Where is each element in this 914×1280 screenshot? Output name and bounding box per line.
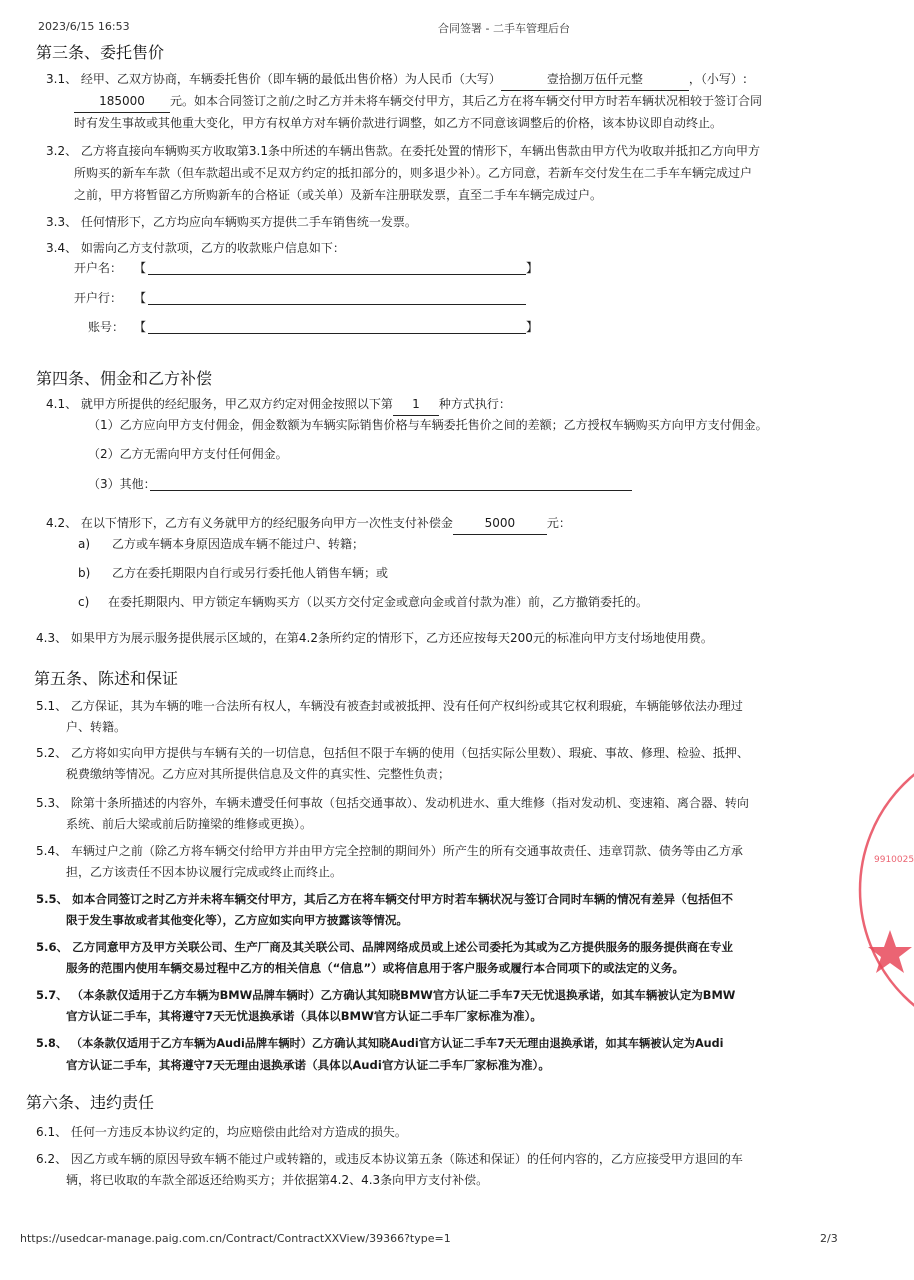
option-3: （3）其他：: [88, 477, 156, 491]
clause-3-1-text-b: ，（小写）:: [688, 72, 747, 86]
clause-3-2-line1: 3.2、 乙方将直接向车辆购买方收取第3.1条中所述的车辆出售款。在委托处置的情形下，车辆出售款由甲方代为收取并抵扣乙方向甲方: [46, 144, 760, 158]
bank-name-line: [148, 304, 526, 305]
seal-number: 9910025: [874, 855, 914, 865]
clause-5-7-line1: 5.7、 （本条款仅适用于乙方车辆为BMW品牌车辆时）乙方确认其知晓BMW官方认证二手车7天无忧退换承诺，如其车辆被认定为BMW: [36, 988, 736, 1002]
clause-6-1: 6.1、 任何一方违反本协议约定的，均应赔偿由此给对方造成的损失。: [36, 1125, 407, 1139]
clause-5-5-line1: 5.5、 如本合同签订之时乙方并未将车辆交付甲方，其后乙方在将车辆交付甲方时若车辆状况与签订合同时车辆的情况有差异（包括但不: [36, 892, 734, 906]
clause-3-1-text-a: 3.1、 经甲、乙双方协商，车辆委托售价（即车辆的最低出售价格）为人民币（大写）: [46, 72, 501, 86]
option-1: （1）乙方应向甲方支付佣金，佣金数额为车辆实际销售价格与车辆委托售价之间的差额；乙方授权车辆购买方向甲方支付佣金。: [88, 418, 768, 432]
clause-3-1: [46, 68, 747, 91]
clause-4-1-line1: [46, 393, 511, 416]
item-c: 在委托期限内、甲方锁定车辆购买方（以买方交付定金或意向金或首付款为准）前，乙方撤销委托的。: [108, 595, 649, 609]
clause-4-2-text-a: 4.2、 在以下情形下，乙方有义务就甲方的经纪服务向甲方一次性支付补偿金: [46, 516, 453, 530]
clause-5-1-line1: 5.1、 乙方保证，其为车辆的唯一合法所有权人，车辆没有被查封或被抵押、没有任何产权纠纷或其它权利瑕疵，车辆能够依法办理过: [36, 699, 743, 713]
clause-4-1-text-a: 4.1、 就甲方所提供的经纪服务，甲乙双方约定对佣金按照以下第: [46, 397, 393, 411]
clause-3-1-text-c: 元。如本合同签订之前/之时乙方并未将车辆交付甲方，其后乙方在将车辆交付甲方时若车辆状况相较于签订合同: [170, 94, 763, 108]
clause-3-4-line1: 3.4、 如需向乙方支付款项，乙方的收款账户信息如下：: [46, 241, 345, 255]
clause-4-3: 4.3、 如果甲方为展示服务提供展示区域的，在第4.2条所约定的情形下，乙方还应按每天200元的标准向甲方支付场地使用费。: [36, 631, 713, 645]
account-holder-label: 开户名：: [74, 261, 123, 275]
left-bracket: 【: [134, 320, 147, 334]
item-b: 乙方在委托期限内自行或另行委托他人销售车辆；或: [112, 566, 389, 580]
account-number-line: [148, 333, 526, 334]
account-holder-line: [148, 274, 526, 275]
clause-5-2-line1: 5.2、 乙方将如实向甲方提供与车辆有关的一切信息，包括但不限于车辆的使用（包括实际公里数）、瑕疵、事故、修理、检验、抵押、: [36, 746, 749, 760]
bank-name-label: 开户行：: [74, 291, 123, 305]
item-a: 乙方或车辆本身原因造成车辆不能过户、转籍；: [112, 537, 365, 551]
item-c-marker: c): [78, 595, 90, 609]
clause-5-3-line1: 5.3、 除第十条所描述的内容外，车辆未遭受任何事故（包括交通事故）、发动机进水、重大维修（指对发动机、变速箱、离合器、转向: [36, 796, 749, 810]
right-bracket: 】: [526, 320, 539, 334]
company-seal: [860, 715, 914, 1065]
page-header-title: 合同签署 - 二手车管理后台: [438, 22, 570, 35]
option-2: （2）乙方无需向甲方支付任何佣金。: [88, 447, 288, 461]
left-bracket: 【: [134, 291, 147, 305]
clause-5-4-line1: 5.4、 车辆过户之前（除乙方将车辆交付给甲方并由甲方完全控制的期间外）所产生的所有交通事故责任、违章罚款、债务等由乙方承: [36, 844, 743, 858]
clause-5-7-line2: 官方认证二手车，其将遵守7天无忧退换承诺（具体以BMW官方认证二手车厂家标准为准）。: [66, 1009, 542, 1023]
price-in-words: 壹拾捌万伍仟元整: [501, 68, 689, 91]
clause-5-8-line2: 官方认证二手车，其将遵守7天无理由退换承诺（具体以Audi官方认证二手车厂家标准为准）。: [66, 1058, 550, 1072]
section-5-title: 第五条、陈述和保证: [34, 669, 179, 688]
price-in-figures: 185000: [74, 90, 170, 113]
item-b-marker: b): [78, 566, 91, 580]
section-4-title: 第四条、佣金和乙方补偿: [36, 369, 213, 388]
clause-6-2-line2: 辆，将已收取的车款全部返还给购买方；并依据第4.2、4.3条向甲方支付补偿。: [66, 1173, 489, 1187]
print-datetime: 2023/6/15 16:53: [38, 20, 130, 33]
page-url: https://usedcar-manage.paig.com.cn/Contract/ContractXXView/39366?type=1: [20, 1232, 451, 1245]
clause-4-1-text-b: 种方式执行：: [438, 397, 511, 411]
clause-3-1-line2: [74, 90, 762, 113]
option-3-line: [150, 490, 632, 491]
section-6-title: 第六条、违约责任: [26, 1093, 155, 1112]
compensation-amount: 5000: [453, 512, 547, 535]
clause-3-1-line3: 时有发生事故或其他重大变化，甲方有权单方对车辆价款进行调整，如乙方不同意该调整后的价格，该本协议即自动终止。: [74, 116, 723, 130]
clause-5-6-line1: 5.6、 乙方同意甲方及甲方关联公司、生产厂商及其关联公司、品牌网络成员或上述公司委托为其或为乙方提供服务的服务提供商在专业: [36, 940, 734, 954]
clause-5-6-line2: 服务的范围内使用车辆交易过程中乙方的相关信息（“信息”）或将信息用于客户服务或履行本合同项下的或法定的义务。: [66, 961, 685, 975]
clause-3-2-line3: 之前，甲方将暂留乙方所购新车的合格证（或关单）及新车注册联发票，直至二手车车辆完成过户。: [74, 188, 603, 202]
item-a-marker: a): [78, 537, 91, 551]
clause-5-3-line2: 系统、前后大梁或前后防撞梁的维修或更换）。: [66, 817, 313, 831]
clause-5-4-line2: 担，乙方该责任不因本协议履行完成或终止而终止。: [66, 865, 343, 879]
clause-5-8-line1: 5.8、 （本条款仅适用于乙方车辆为Audi品牌车辆时）乙方确认其知晓Audi官方认证二手车7天无理由退换承诺，如其车辆被认定为Audi: [36, 1037, 724, 1050]
clause-5-2-line2: 税费缴纳等情况。乙方应对其所提供信息及文件的真实性、完整性负责；: [66, 767, 451, 781]
section-3-title: 第三条、委托售价: [36, 43, 165, 62]
left-bracket: 【: [134, 261, 147, 275]
commission-option: 1: [393, 393, 439, 416]
clause-6-2-line1: 6.2、 因乙方或车辆的原因导致车辆不能过户或转籍的，或违反本协议第五条（陈述和保证）的任何内容的，乙方应接受甲方退回的车: [36, 1152, 743, 1166]
clause-4-2-line1: [46, 512, 571, 535]
clause-3-3: 3.3、 任何情形下，乙方均应向车辆购买方提供二手车销售统一发票。: [46, 215, 417, 229]
account-number-label: 账号：: [88, 320, 125, 334]
page-number: 2/3: [820, 1232, 838, 1245]
seal-graphic: [860, 715, 904, 1065]
clause-3-2-line2: 所购买的新车车款（但车款超出或不足双方约定的抵扣部分的，则多退少补）。乙方同意，若新车交付发生在二手车车辆完成过户: [74, 166, 753, 180]
clause-5-5-line2: 限于发生事故或者其他变化等），乙方应如实向甲方披露该等情况。: [66, 913, 409, 927]
clause-4-2-text-b: 元：: [546, 516, 571, 530]
clause-5-1-line2: 户、转籍。: [66, 720, 127, 734]
right-bracket: 】: [526, 261, 539, 275]
